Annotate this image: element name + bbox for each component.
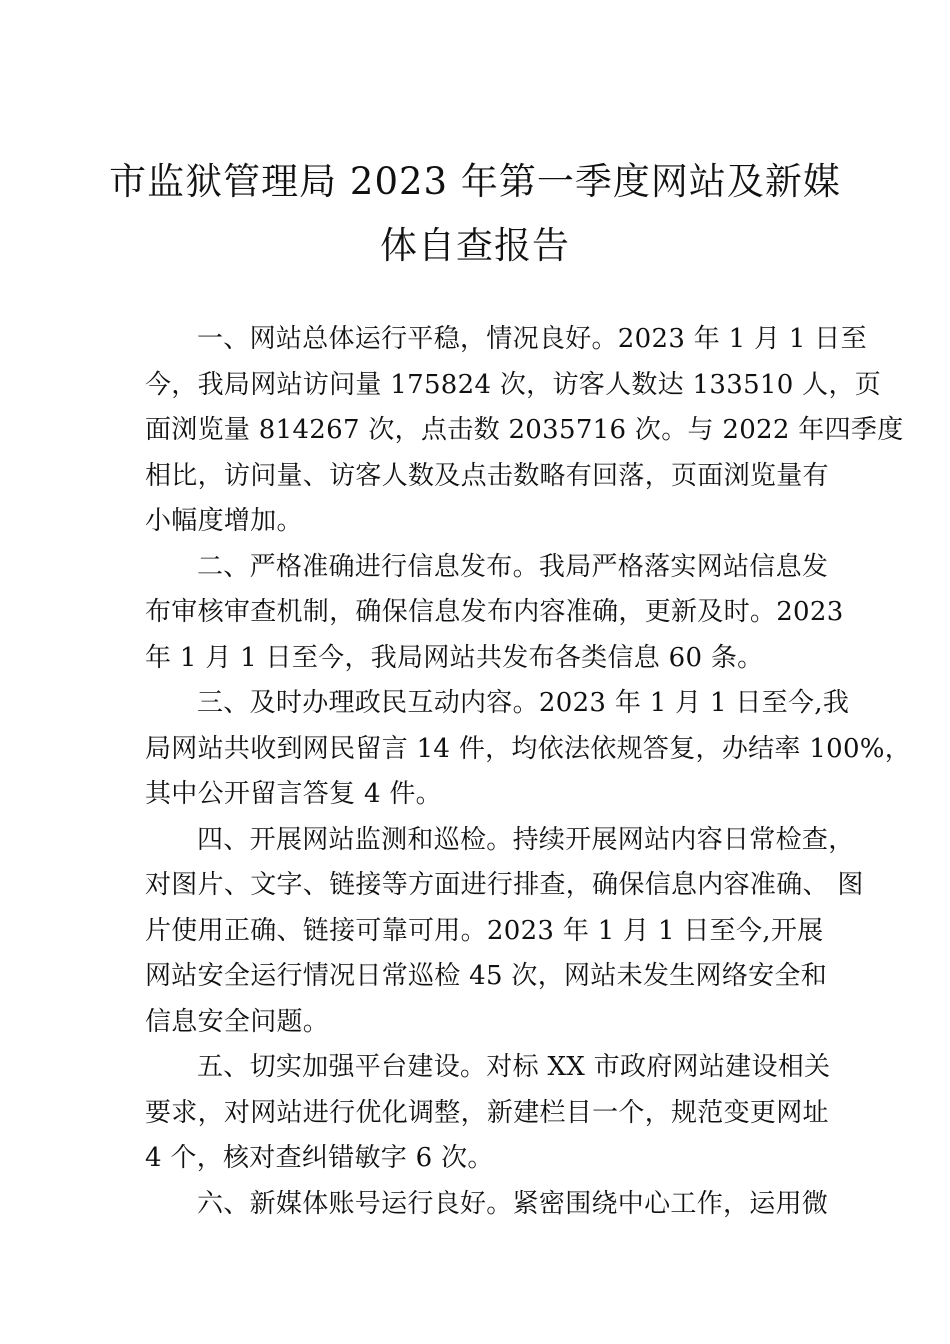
document-title-line-1: 市监狱管理局 2023 年第一季度网站及新媒	[109, 160, 841, 203]
paragraph-4-line-3: 片使用正确、链接可靠可用。2023 年 1 月 1 日至今,开展	[145, 916, 824, 946]
document-title-line-2: 体自查报告	[380, 224, 570, 267]
paragraph-1-line-5: 小幅度增加。	[145, 506, 303, 536]
paragraph-4-line-2: 对图片、文字、链接等方面进行排查，确保信息内容准确、 图	[145, 870, 864, 900]
paragraph-5-line-2: 要求，对网站进行优化调整，新建栏目一个，规范变更网址	[145, 1098, 829, 1128]
paragraph-3-line-2: 局网站共收到网民留言 14 件，均依法依规答复，办结率 100%，	[145, 734, 912, 764]
paragraph-2-line-1: 二、严格准确进行信息发布。我局严格落实网站信息发	[197, 552, 829, 582]
paragraph-2-line-3: 年 1 月 1 日至今，我局网站共发布各类信息 60 条。	[145, 643, 764, 673]
paragraph-1-line-3: 面浏览量 814267 次，点击数 2035716 次。与 2022 年四季度	[145, 415, 904, 445]
paragraph-1-line-4: 相比，访问量、访客人数及点击数略有回落，页面浏览量有	[145, 461, 829, 491]
paragraph-1-line-1: 一、网站总体运行平稳，情况良好。2023 年 1 月 1 日至	[197, 324, 867, 354]
paragraph-3-line-1: 三、及时办理政民互动内容。2023 年 1 月 1 日至今,我	[197, 688, 850, 718]
paragraph-5-line-1: 五、切实加强平台建设。对标 XX 市政府网站建设相关	[197, 1052, 831, 1082]
paragraph-4-line-1: 四、开展网站监测和巡检。持续开展网站内容日常检查，	[197, 825, 855, 855]
paragraph-4-line-5: 信息安全问题。	[145, 1007, 330, 1037]
paragraph-5-line-3: 4 个，核对查纠错敏字 6 次。	[145, 1143, 494, 1173]
paragraph-1-line-2: 今，我局网站访问量 175824 次，访客人数达 133510 人，页	[145, 370, 882, 400]
paragraph-2-line-2: 布审核审查机制，确保信息发布内容准确，更新及时。2023	[145, 597, 844, 627]
paragraph-4-line-4: 网站安全运行情况日常巡检 45 次，网站未发生网络安全和	[145, 961, 828, 991]
paragraph-6-line-1: 六、新媒体账号运行良好。紧密围绕中心工作，运用微	[197, 1189, 829, 1219]
paragraph-3-line-3: 其中公开留言答复 4 件。	[145, 779, 442, 809]
